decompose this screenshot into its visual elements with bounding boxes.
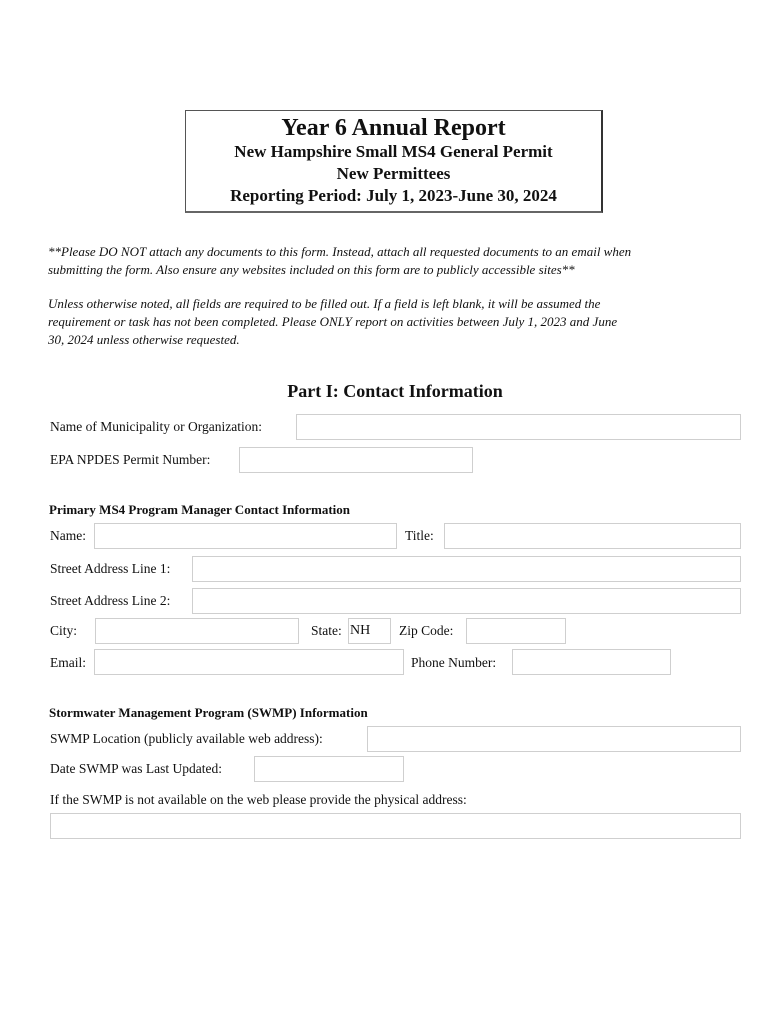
phone-input[interactable] bbox=[512, 649, 671, 675]
required-note-line-3: 30, 2024 unless otherwise requested. bbox=[48, 332, 240, 347]
phone-label: Phone Number: bbox=[411, 655, 497, 670]
permittee-type: New Permittees bbox=[336, 164, 451, 183]
swmp-last-updated-input[interactable] bbox=[254, 756, 404, 782]
swmp-location-label: SWMP Location (publicly available web address): bbox=[50, 731, 323, 746]
city-input[interactable] bbox=[95, 618, 299, 644]
manager-section-title: Primary MS4 Program Manager Contact Information bbox=[49, 502, 350, 517]
report-header bbox=[185, 110, 603, 213]
zip-input[interactable] bbox=[466, 618, 566, 644]
municipality-label: Name of Municipality or Organization: bbox=[50, 419, 262, 434]
attachment-note bbox=[48, 243, 748, 279]
part-1-title: Part I: Contact Information bbox=[287, 381, 503, 401]
required-note-line-2: requirement or task has not been completed. Please ONLY report on activities between July 1, 2023 and June bbox=[48, 314, 618, 329]
swmp-last-updated-label: Date SWMP was Last Updated: bbox=[50, 761, 222, 776]
permit-number-input[interactable] bbox=[239, 447, 473, 473]
email-label: Email: bbox=[50, 655, 86, 670]
required-note-line-1: Unless otherwise noted, all fields are required to be filled out. If a field is left blank, it will be assumed the bbox=[48, 296, 601, 311]
email-input[interactable] bbox=[94, 649, 404, 675]
municipality-input[interactable] bbox=[296, 414, 741, 440]
permit-number-label: EPA NPDES Permit Number: bbox=[50, 452, 211, 467]
permit-name: New Hampshire Small MS4 General Permit bbox=[234, 142, 553, 161]
street1-label: Street Address Line 1: bbox=[50, 561, 171, 576]
swmp-physical-address-label: If the SWMP is not available on the web please provide the physical address: bbox=[50, 792, 467, 807]
swmp-section-title: Stormwater Management Program (SWMP) Information bbox=[49, 705, 368, 720]
attachment-note-line-2: submitting the form. Also ensure any websites included on this form are to publicly accessible sites** bbox=[48, 262, 575, 277]
title-label: Title: bbox=[405, 528, 434, 543]
attachment-note-line-1: **Please DO NOT attach any documents to this form. Instead, attach all requested documents to an email when bbox=[48, 244, 632, 259]
title-input[interactable] bbox=[444, 523, 741, 549]
required-fields-note bbox=[48, 295, 748, 349]
report-title: Year 6 Annual Report bbox=[281, 115, 506, 141]
city-label: City: bbox=[50, 623, 78, 638]
name-input[interactable] bbox=[94, 523, 397, 549]
reporting-period: Reporting Period: July 1, 2023-June 30, 2024 bbox=[230, 186, 557, 205]
zip-label: Zip Code: bbox=[399, 623, 454, 638]
street1-input[interactable] bbox=[192, 556, 741, 582]
swmp-physical-address-input[interactable] bbox=[50, 813, 741, 839]
street2-input[interactable] bbox=[192, 588, 741, 614]
state-label: State: bbox=[311, 623, 342, 638]
state-input[interactable] bbox=[348, 618, 391, 644]
name-label: Name: bbox=[50, 528, 86, 543]
swmp-location-input[interactable] bbox=[367, 726, 741, 752]
street2-label: Street Address Line 2: bbox=[50, 593, 171, 608]
